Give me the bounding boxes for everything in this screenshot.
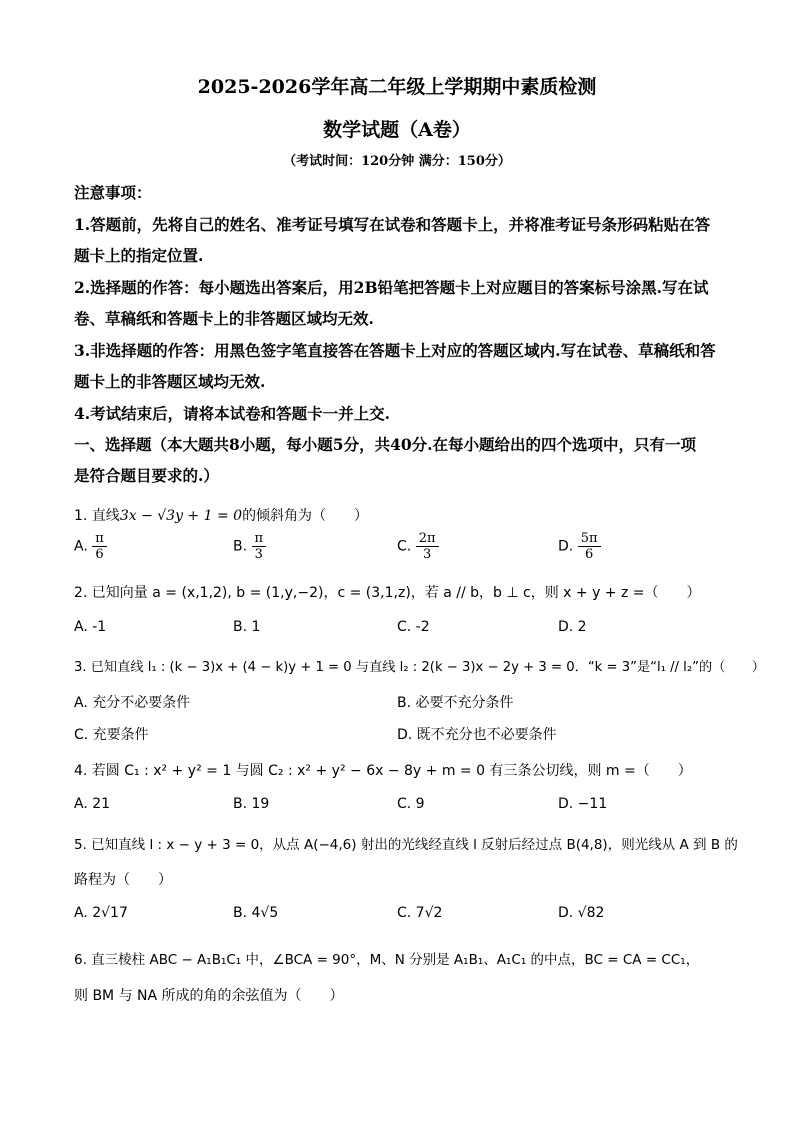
option-d: D. 2 xyxy=(558,619,587,635)
question-6-cont: 则 BM 与 NA 所成的角的余弦值为（ ） xyxy=(74,988,344,1004)
denominator: 6 xyxy=(584,547,594,562)
denominator: 6 xyxy=(95,547,104,562)
exam-info: （考试时间：120分钟 满分：150分） xyxy=(283,154,511,169)
option-b xyxy=(233,531,266,562)
option-b: B. 1 xyxy=(233,619,261,635)
option-a: A. 21 xyxy=(74,796,111,812)
exam-title: 2025-2026学年高二年级上学期期中素质检测 xyxy=(197,76,597,98)
option-d: D. −11 xyxy=(558,796,608,812)
option-a xyxy=(74,531,107,562)
numerator: 5π xyxy=(578,531,601,547)
option-a: A. 2√17 xyxy=(74,905,128,921)
fraction xyxy=(252,531,267,562)
option-c xyxy=(397,531,439,562)
option-c: C. 7√2 xyxy=(397,905,443,921)
question-text: 1. 直线 xyxy=(74,508,120,524)
section-heading: 是符合题目要求的.） xyxy=(74,466,219,485)
option-b: B. 必要不充分条件 xyxy=(397,695,514,711)
question-5-cont: 路程为（ ） xyxy=(74,872,172,888)
exam-subtitle: 数学试题（A卷） xyxy=(323,119,471,141)
option-d: D. √82 xyxy=(558,905,605,921)
question-4: 4. 若圆 C₁ : x² + y² = 1 与圆 C₂ : x² + y² − 6x − 8y + m = 0 有三条公切线，则 m =（ ） xyxy=(74,763,692,779)
option-c: C. 充要条件 xyxy=(74,727,149,743)
option-a: A. 充分不必要条件 xyxy=(74,695,191,711)
question-2: 2. 已知向量 a = (x,1,2), b = (1,y,−2)，c = (3,1,z)，若 a // b，b ⊥ c，则 x + y + z =（ ） xyxy=(74,585,701,601)
notice-line: 2.选择题的作答：每小题选出答案后，用2B铅笔把答题卡上对应题目的答案标号涂黑.写在试 xyxy=(74,278,709,297)
fraction xyxy=(92,531,107,562)
denominator: 3 xyxy=(422,547,432,562)
notice-line: 题卡上的非答题区域均无效. xyxy=(74,372,266,391)
notice-line: 3.非选择题的作答：用黑色签字笔直接答在答题卡上对应的答题区域内.写在试卷、草稿纸和答 xyxy=(74,341,716,360)
notice-line: 题卡上的指定位置. xyxy=(74,246,204,265)
option-d: D. 既不充分也不必要条件 xyxy=(397,727,557,743)
fraction xyxy=(578,531,601,562)
option-label: B. xyxy=(233,538,248,555)
numerator: π xyxy=(92,531,107,547)
notice-line: 卷、草稿纸和答题卡上的非答题区域均无效. xyxy=(74,309,374,328)
denominator: 3 xyxy=(254,547,263,562)
option-label: C. xyxy=(397,538,412,555)
option-c: C. 9 xyxy=(397,796,425,812)
numerator: π xyxy=(252,531,267,547)
option-b: B. 19 xyxy=(233,796,270,812)
fraction xyxy=(416,531,439,562)
option-c: C. -2 xyxy=(397,619,430,635)
question-3: 3. 已知直线 l₁ : (k − 3)x + (4 − k)y + 1 = 0 与直线 l₂ : 2(k − 3)x − 2y + 3 = 0．“k = 3”是“l₁ // l₂”的（ ） xyxy=(74,660,765,675)
option-a: A. -1 xyxy=(74,619,107,635)
numerator: 2π xyxy=(416,531,439,547)
question-1 xyxy=(74,505,368,525)
question-5: 5. 已知直线 l : x − y + 3 = 0，从点 A(−4,6) 射出的光线经直线 l 反射后经过点 B(4,8)，则光线从 A 到 B 的 xyxy=(74,837,738,853)
question-6: 6. 直三棱柱 ABC − A₁B₁C₁ 中，∠BCA = 90°，M、N 分别是 A₁B₁、A₁C₁ 的中点，BC = CA = CC₁， xyxy=(74,952,700,968)
option-b: B. 4√5 xyxy=(233,905,279,921)
option-d xyxy=(558,531,601,562)
question-text: 的倾斜角为（ ） xyxy=(242,508,369,524)
option-label: A. xyxy=(74,538,88,555)
notice-line: 4.考试结束后，请将本试卷和答题卡一并上交. xyxy=(74,404,391,423)
notice-line: 1.答题前，先将自己的姓名、准考证号填写在试卷和答题卡上，并将准考证号条形码粘贴在答 xyxy=(74,215,711,234)
math-expression: 3x − √3y + 1 = 0 xyxy=(119,508,243,524)
notice-heading: 注意事项： xyxy=(74,183,152,202)
option-label: D. xyxy=(558,538,574,555)
section-heading: 一、选择题（本大题共8小题，每小题5分，共40分.在每小题给出的四个选项中，只有一项 xyxy=(74,435,697,454)
